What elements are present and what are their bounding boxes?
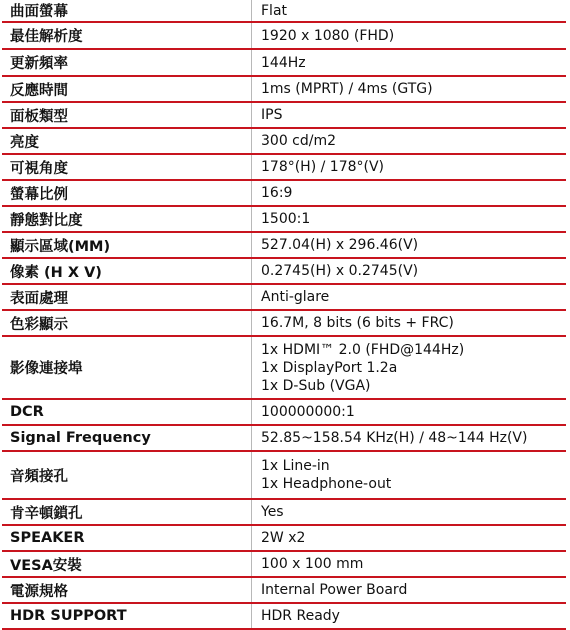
spec-row-signal-frequency (2, 426, 566, 452)
spec-value-line: 100000000:1 (261, 404, 355, 420)
spec-row-refresh-rate (2, 50, 566, 77)
spec-value (252, 426, 566, 450)
spec-row-static-contrast (2, 207, 566, 233)
spec-value (252, 500, 566, 524)
spec-row-display-area (2, 233, 566, 259)
spec-value (252, 129, 566, 153)
spec-label: 色彩顯示 (2, 311, 252, 335)
spec-label: DCR (2, 400, 252, 424)
spec-value-line: 1x Headphone-out (261, 476, 392, 492)
spec-row-brightness (2, 129, 566, 155)
spec-value-line: IPS (261, 107, 283, 123)
spec-row-hdr-support (2, 604, 566, 630)
spec-value-line: 1x HDMI™ 2.0 (FHD@144Hz) (261, 341, 465, 358)
spec-row-aspect-ratio (2, 181, 566, 207)
spec-value-line: 100 x 100 mm (261, 556, 364, 572)
spec-label: 最佳解析度 (2, 23, 252, 48)
spec-value-line: 0.2745(H) x 0.2745(V) (261, 263, 419, 279)
spec-value (252, 259, 566, 283)
spec-row-audio-ports (2, 452, 566, 500)
spec-row-dcr (2, 400, 566, 426)
spec-label: 影像連接埠 (2, 337, 252, 398)
spec-label: 顯示區域(MM) (2, 233, 252, 257)
spec-value-line: 16:9 (261, 185, 293, 201)
spec-value-line: 1x Line-in (261, 458, 330, 474)
spec-row-surface-treatment (2, 285, 566, 311)
spec-label: 靜態對比度 (2, 207, 252, 231)
spec-label: 更新頻率 (2, 50, 252, 75)
spec-value (252, 452, 566, 498)
spec-row-vesa-mount (2, 552, 566, 578)
spec-value (252, 337, 566, 398)
spec-label: 像素 (H X V) (2, 259, 252, 283)
spec-value (252, 552, 566, 576)
spec-value-line: Internal Power Board (261, 582, 408, 598)
spec-value (252, 604, 566, 628)
spec-value-line: Anti-glare (261, 289, 330, 305)
spec-value-line: 2W x2 (261, 530, 306, 546)
spec-value-line: 52.85~158.54 KHz(H) / 48~144 Hz(V) (261, 430, 528, 446)
spec-row-response-time (2, 77, 566, 103)
spec-value (252, 285, 566, 309)
spec-value-line: Yes (261, 504, 284, 520)
spec-label: 肯辛頓鎖孔 (2, 500, 252, 524)
spec-value (252, 181, 566, 205)
spec-row-speaker (2, 526, 566, 552)
spec-value (252, 207, 566, 231)
spec-label: HDR SUPPORT (2, 604, 252, 628)
spec-value (252, 103, 566, 127)
spec-label: 螢幕比例 (2, 181, 252, 205)
spec-value (252, 77, 566, 101)
spec-value (252, 526, 566, 550)
spec-row-resolution (2, 23, 566, 50)
spec-label: 反應時間 (2, 77, 252, 101)
spec-value (252, 50, 566, 75)
spec-label: 電源規格 (2, 578, 252, 602)
spec-value-line: HDR Ready (261, 608, 340, 624)
spec-row-video-ports (2, 337, 566, 400)
spec-value-line: 1500:1 (261, 211, 311, 227)
spec-value-line: 300 cd/m2 (261, 133, 337, 149)
spec-value-line: 1920 x 1080 (FHD) (261, 27, 395, 44)
spec-label: 亮度 (2, 129, 252, 153)
spec-label: 表面處理 (2, 285, 252, 309)
spec-value-line: 1ms (MPRT) / 4ms (GTG) (261, 81, 433, 97)
spec-value (252, 155, 566, 179)
spec-table (2, 0, 566, 630)
spec-value-line: 1x DisplayPort 1.2a (261, 359, 398, 376)
spec-row-viewing-angle (2, 155, 566, 181)
spec-row-pixel-pitch (2, 259, 566, 285)
spec-value-line: Flat (261, 2, 288, 19)
spec-value (252, 311, 566, 335)
spec-value (252, 578, 566, 602)
spec-value-line: 16.7M, 8 bits (6 bits + FRC) (261, 315, 454, 331)
spec-label: SPEAKER (2, 526, 252, 550)
spec-row-curved (2, 0, 566, 23)
spec-value (252, 0, 566, 21)
spec-value-line: 178°(H) / 178°(V) (261, 159, 385, 175)
spec-label: 面板類型 (2, 103, 252, 127)
spec-label: 音頻接孔 (2, 452, 252, 498)
spec-value-line: 527.04(H) x 296.46(V) (261, 237, 419, 253)
spec-value-line: 1x D-Sub (VGA) (261, 377, 371, 394)
spec-label: VESA安裝 (2, 552, 252, 576)
spec-value (252, 400, 566, 424)
spec-row-kensington-lock (2, 500, 566, 526)
spec-label: 曲面螢幕 (2, 0, 252, 21)
spec-row-power-supply (2, 578, 566, 604)
spec-label: 可視角度 (2, 155, 252, 179)
spec-value-line: 144Hz (261, 54, 306, 71)
spec-row-display-colors (2, 311, 566, 337)
spec-label: Signal Frequency (2, 426, 252, 450)
spec-value (252, 233, 566, 257)
spec-value (252, 23, 566, 48)
spec-row-panel-type (2, 103, 566, 129)
